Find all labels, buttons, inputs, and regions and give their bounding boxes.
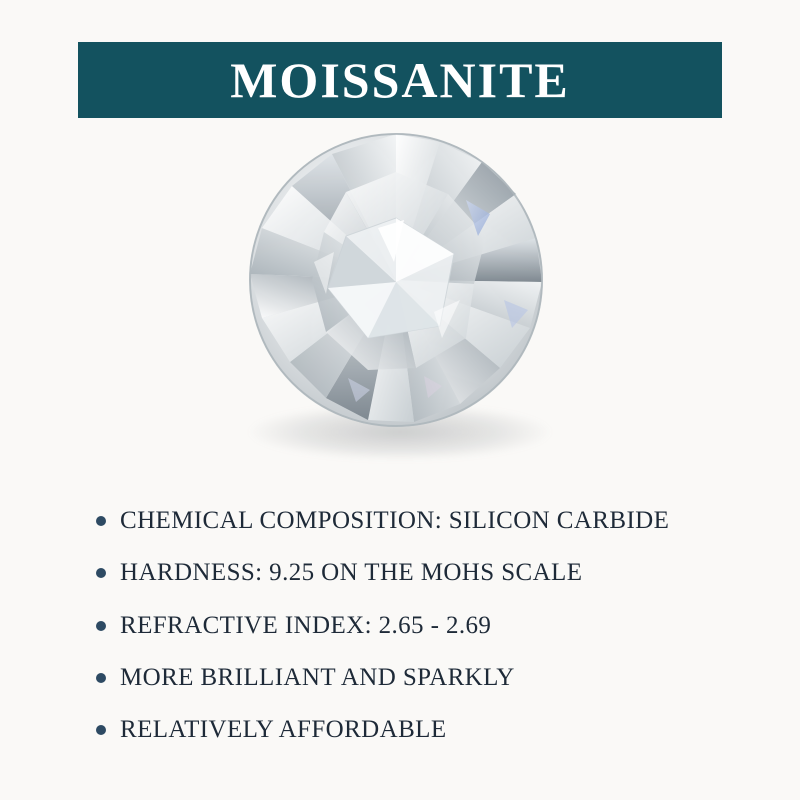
list-item — [96, 505, 736, 536]
list-item — [96, 714, 736, 745]
fact-text: CHEMICAL COMPOSITION: SILICON CARBIDE — [120, 507, 670, 534]
page-title: MOISSANITE — [230, 52, 570, 108]
fact-text: RELATIVELY AFFORDABLE — [120, 716, 447, 743]
fact-text: MORE BRILLIANT AND SPARKLY — [120, 663, 515, 691]
list-item — [96, 662, 736, 693]
bullet-icon — [96, 568, 106, 578]
gemstone-illustration — [228, 132, 578, 482]
gemstone-image — [228, 132, 578, 482]
fact-text: HARDNESS: 9.25 ON THE MOHS SCALE — [120, 559, 583, 587]
bullet-icon — [96, 673, 106, 683]
facts-list — [96, 505, 736, 766]
bullet-icon — [96, 621, 106, 631]
list-item — [96, 557, 736, 588]
list-item — [96, 610, 736, 641]
fact-text: REFRACTIVE INDEX: 2.65 - 2.69 — [120, 611, 492, 639]
bullet-icon — [96, 725, 106, 735]
bullet-icon — [96, 516, 106, 526]
title-banner — [78, 42, 722, 118]
